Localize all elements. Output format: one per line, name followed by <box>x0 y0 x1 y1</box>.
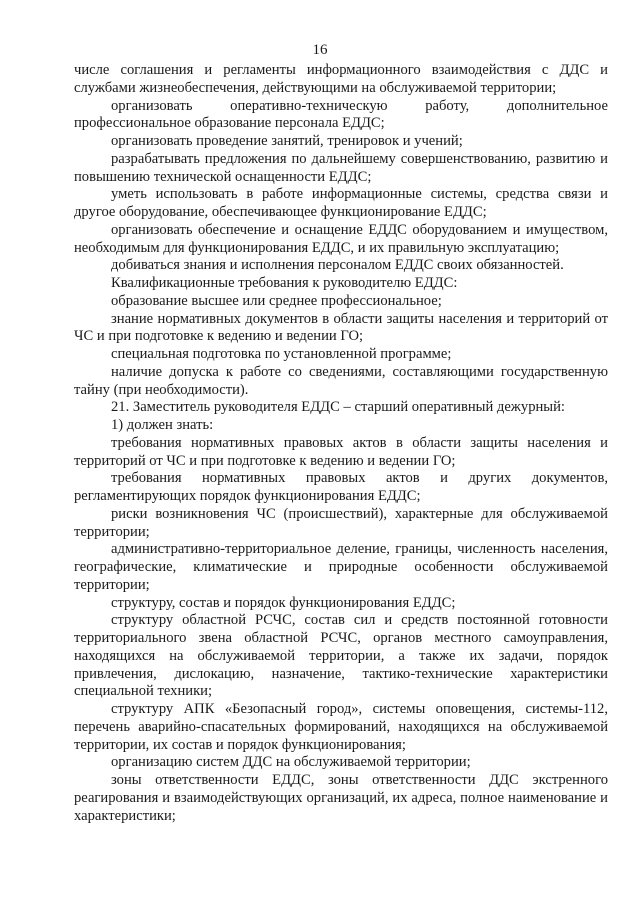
paragraph: административно-территориальное деление, границы, численность населения, географические, климатические и природные особенности обслуживаемой территории; <box>74 541 608 593</box>
paragraph: риски возникновения ЧС (происшествий), характерные для обслуживаемой территории; <box>74 505 608 540</box>
paragraph: структуру АПК «Безопасный город», системы оповещения, системы-112, перечень аварийно-спасательных формирований, находящихся на обслуживаемой территории, их состав и порядок функционирования; <box>74 701 608 753</box>
paragraph: структуру, состав и порядок функционирования ЕДДС; <box>111 594 456 611</box>
paragraph: структуру областной РСЧС, состав сил и средств постоянной готовности территориального звена областной РСЧС, органов местного самоуправления, находящихся на обслуживаемой территории, а также их задачи, порядок привлечения, дислокацию, назначение, тактико-технические характеристики специальной техники; <box>74 612 608 700</box>
page-number: 16 <box>312 42 328 58</box>
paragraph: 21. Заместитель руководителя ЕДДС – старший оперативный дежурный: <box>111 399 565 416</box>
paragraph: требования нормативных правовых актов в области защиты населения и территорий от ЧС и при подготовке к ведению и ведении ГО; <box>74 434 608 469</box>
paragraph: уметь использовать в работе информационные системы, средства связи и другое оборудование, обеспечивающее функционирование ЕДДС; <box>74 186 608 220</box>
paragraph: специальная подготовка по установленной программе; <box>111 346 452 362</box>
paragraph: добиваться знания и исполнения персоналом ЕДДС своих обязанностей. <box>111 257 564 274</box>
paragraph: организовать обеспечение и оснащение ЕДДС оборудованием и имуществом, необходимым для функционирования ЕДДС, и их правильную эксплуатацию; <box>74 221 608 256</box>
paragraph: образование высшее или среднее профессиональное; <box>111 292 442 309</box>
paragraph: требования нормативных правовых актов и других документов, регламентирующих порядок функционирования ЕДДС; <box>74 470 608 504</box>
body-text <box>74 62 608 825</box>
paragraph: организовать оперативно-техническую работу, дополнительное профессиональное образование персонала ЕДДС; <box>74 97 608 132</box>
paragraph: знание нормативных документов в области защиты населения и территорий от ЧС и при подготовке к ведению и ведении ГО; <box>74 310 608 345</box>
paragraph: наличие допуска к работе со сведениями, составляющими государственную тайну (при необходимости). <box>74 363 608 398</box>
paragraph: разрабатывать предложения по дальнейшему совершенствованию, развитию и повышению технической оснащенности ЕДДС; <box>74 150 608 185</box>
paragraph: числе соглашения и регламенты информационного взаимодействия с ДДС и службами жизнеобеспечения, действующими на обслуживаемой территории; <box>74 62 608 96</box>
paragraph: Квалификационные требования к руководителю ЕДДС: <box>111 275 458 291</box>
paragraph: 1) должен знать: <box>111 417 214 433</box>
paragraph: зоны ответственности ЕДДС, зоны ответственности ДДС экстренного реагирования и взаимодействующих организаций, их адреса, полное наименование и характеристики; <box>74 772 608 824</box>
paragraph: организовать проведение занятий, тренировок и учений; <box>111 133 463 149</box>
paragraph: организацию систем ДДС на обслуживаемой территории; <box>111 754 471 771</box>
